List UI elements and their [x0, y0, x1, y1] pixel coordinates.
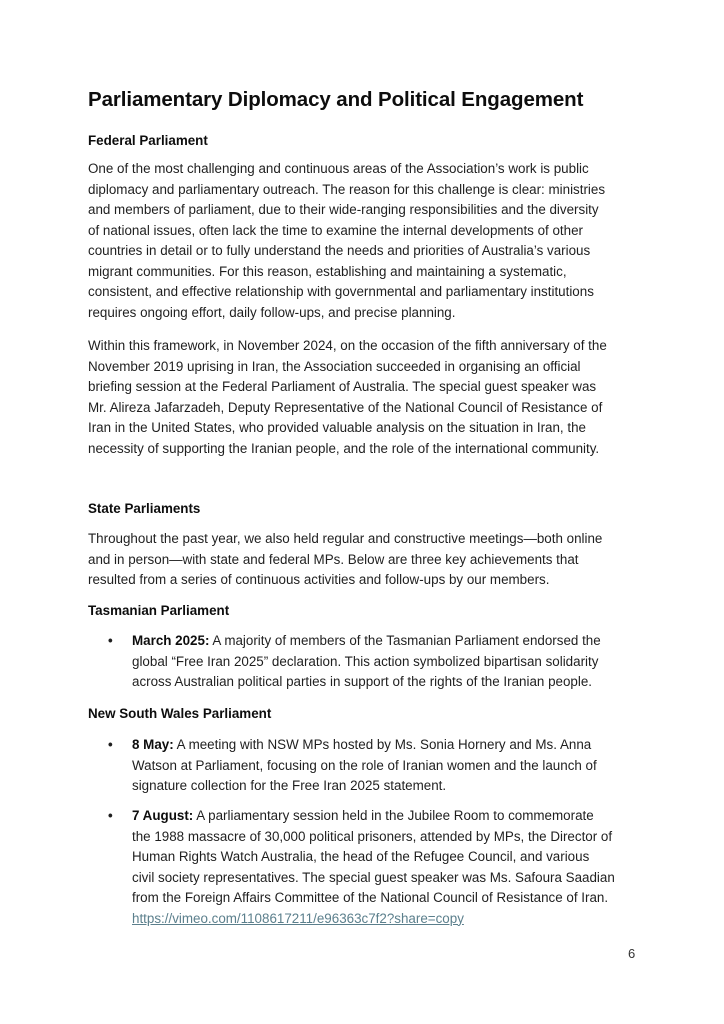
vimeo-link[interactable]: https://vimeo.com/1108617211/e96363c7f2?share=copy	[132, 910, 464, 926]
text-line: global “Free Iran 2025” declaration. This action symbolized bipartisan solidarity	[132, 653, 599, 669]
text-line: One of the most challenging and continuous areas of the Association’s work is public	[88, 161, 589, 176]
text-line: Human Rights Watch Australia, the head of the Refugee Council, and various	[132, 849, 590, 864]
text-line: requires ongoing effort, daily follow-ups, and precise planning.	[88, 304, 456, 320]
text-line: and members of parliament, due to their wide-ranging responsibilities and the diversity	[88, 202, 599, 217]
page-number: 6	[628, 946, 636, 961]
text-line: A meeting with NSW MPs hosted by Ms. Sonia Hornery and Ms. Anna	[173, 737, 592, 752]
section-heading-state-parliaments: State Parliaments	[88, 501, 201, 516]
text-line: signature collection for the Free Iran 2025 statement.	[132, 778, 447, 793]
text-line: resulted from a series of continuous activities and follow-ups by our members.	[88, 572, 550, 587]
text-line: briefing session at the Federal Parliament of Australia. The special guest speaker was	[88, 379, 597, 394]
section-heading-federal-parliament: Federal Parliament	[88, 133, 208, 148]
bullet-lead: March 2025:	[132, 633, 210, 648]
text-line: Mr. Alireza Jafarzadeh, Deputy Representative of the National Council of Resistance of	[88, 399, 603, 415]
text-line: migrant communities. For this reason, establishing and maintaining a systematic,	[88, 263, 567, 279]
federal-paragraph-2	[88, 336, 648, 459]
text-line: Throughout the past year, we also held regular and constructive meetings—both online	[88, 531, 603, 546]
bullet-lead: 7 August:	[132, 808, 194, 823]
text-line: from the Foreign Affairs Committee of the National Council of Resistance of Iran.	[132, 890, 609, 905]
text-line: diplomacy and parliamentary outreach. The reason for this challenge is clear: ministries	[88, 181, 606, 197]
text-line: and in person—with state and federal MPs. Below are three key achievements that	[88, 551, 579, 567]
text-line: of national issues, often lack the time to examine the internal developments of other	[88, 222, 583, 238]
bullet-lead: 8 May:	[132, 737, 174, 752]
federal-paragraph-1	[88, 159, 648, 323]
text-line: Iran in the United States, who provided valuable analysis on the situation in Iran, the	[88, 420, 586, 435]
text-line: Watson at Parliament, focusing on the role of Iranian women and the launch of	[132, 757, 597, 773]
text-line: Within this framework, in November 2024, on the occasion of the fifth anniversary of the	[88, 338, 607, 353]
text-line: consistent, and effective relationship with governmental and parliamentary institutions	[88, 284, 594, 299]
bullet-icon: •	[108, 808, 113, 823]
text-line: across Australian political parties in support of the rights of the Iranian people.	[132, 674, 593, 689]
text-line: A parliamentary session held in the Jubilee Room to commemorate	[193, 808, 594, 823]
bullet-icon: •	[108, 633, 113, 648]
text-line: the 1988 massacre of 30,000 political prisoners, attended by MPs, the Director of	[132, 828, 613, 844]
text-line: A majority of members of the Tasmanian Parliament endorsed the	[209, 633, 601, 648]
text-line: November 2019 uprising in Iran, the Association succeeded in organising an official	[88, 358, 581, 374]
text-line: civil society representatives. The special guest speaker was Ms. Safoura Saadian	[132, 869, 615, 885]
section-heading-nsw-parliament: New South Wales Parliament	[88, 706, 272, 721]
state-paragraph	[88, 529, 648, 591]
text-line: countries in detail or to fully understand the needs and priorities of Australia’s various	[88, 243, 591, 258]
section-heading-tasmanian-parliament: Tasmanian Parliament	[88, 603, 230, 618]
page-title: Parliamentary Diplomacy and Political Engagement	[88, 88, 584, 111]
bullet-icon: •	[108, 737, 113, 752]
text-line: necessity of supporting the Iranian people, and the role of the international community.	[88, 440, 600, 456]
